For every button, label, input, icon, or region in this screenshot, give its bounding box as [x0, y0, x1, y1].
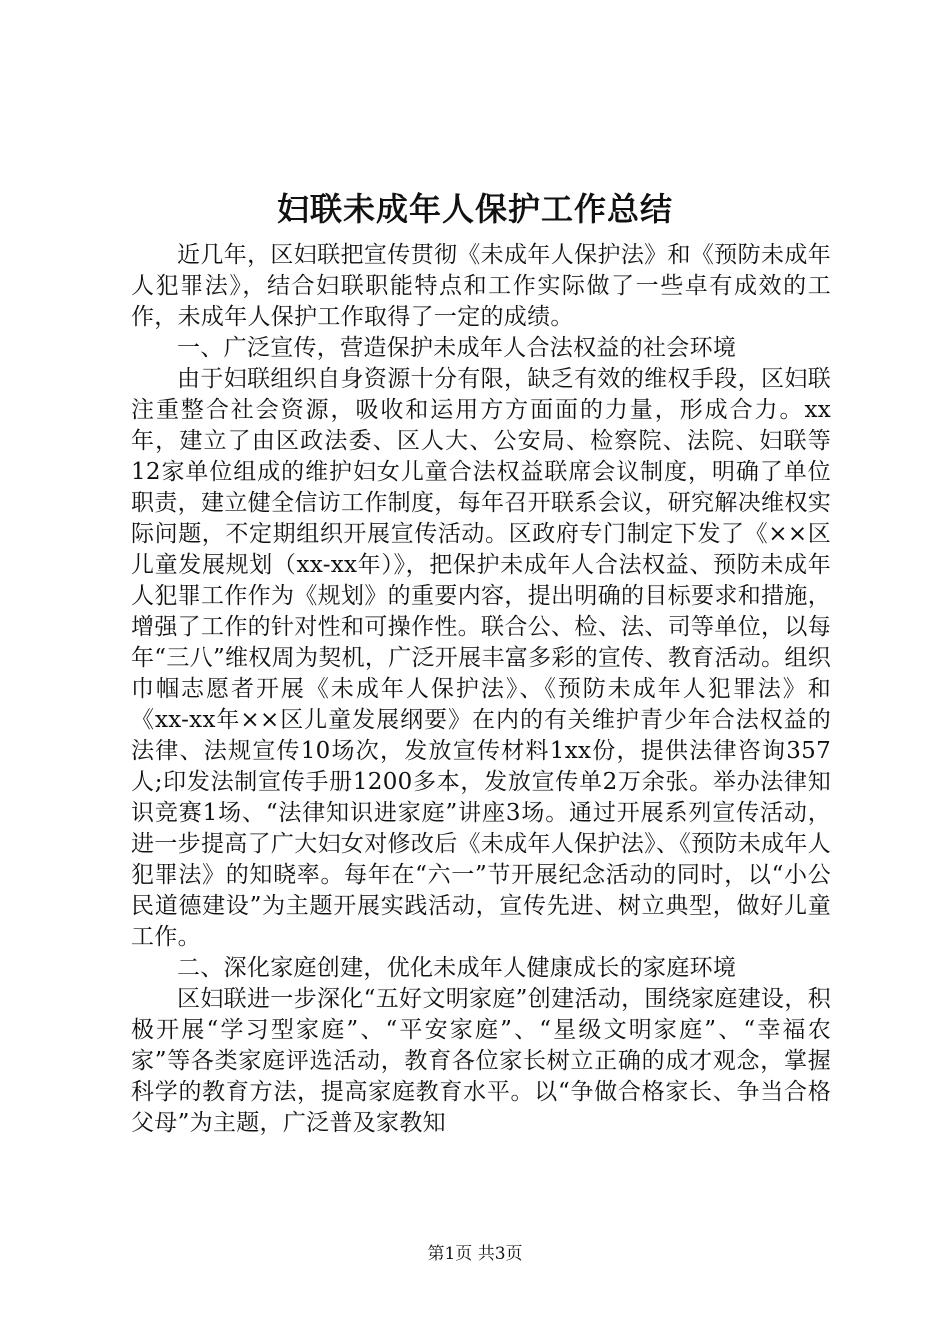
page-number-indicator: 第1页 共3页	[427, 1244, 523, 1264]
document-title: 妇联未成年人保护工作总结	[276, 190, 673, 228]
intro-paragraph: 近几年，区妇联把宣传贯彻《未成年人保护法》和《预防未成年人犯罪法》，结合妇联职能特点和工作实际做了一些卓有成效的工作，未成年人保护工作取得了一定的成绩。	[131, 242, 831, 330]
section-1-paragraph: 由于妇联组织自身资源十分有限，缺乏有效的维权手段，区妇联注重整合社会资源，吸收和运用方方面面的力量，形成合力。xx年，建立了由区政法委、区人大、公安局、检察院、法院、妇联等12家单位组成的维护妇女儿童合法权益联席会议制度，明确了单位职责，建立健全信访工作制度，每年召开联系会议，研究解决维权实际问题，不定期组织开展宣传活动。区政府专门制定下发了《××区儿童发展规划（xx-xx年）》，把保护未成年人合法权益、预防未成年人犯罪工作作为《规划》的重要内容，提出明确的目标要求和措施，增强了工作的针对性和可操作性。联合公、检、法、司等单位，以每年“三八”维权周为契机，广泛开展丰富多彩的宣传、教育活动。组织巾帼志愿者开展《未成年人保护法》、《预防未成年人犯罪法》和《xx-xx年××区儿童发展纲要》在内的有关维护青少年合法权益的法律、法规宣传10场次，发放宣传材料1xx份，提供法律咨询357人;印发法制宣传手册1200多本，发放宣传单2万余张。举办法律知识竞赛1场、“法律知识进家庭”讲座3场。通过开展系列宣传活动，进一步提高了广大妇女对修改后《未成年人保护法》、《预防未成年人犯罪法》的知晓率。每年在“六一”节开展纪念活动的同时，以“小公民道德建设”为主题开展实践活动，宣传先进、树立典型，做好儿童工作。	[131, 366, 831, 950]
section-heading-2: 二、深化家庭创建，优化未成年人健康成长的家庭环境	[177, 955, 737, 981]
page-footer	[0, 1242, 950, 1266]
section-2-paragraph: 区妇联进一步深化“五好文明家庭”创建活动，围绕家庭建设，积极开展“学习型家庭”、“平安家庭”、“星级文明家庭”、“幸福农家”等各类家庭评选活动，教育各位家长树立正确的成才观念，掌握科学的教育方法，提高家庭教育水平。以“争做合格家长、争当合格父母”为主题，广泛普及家教知	[131, 986, 831, 1136]
section-heading-1: 一、广泛宣传，营造保护未成年人合法权益的社会环境	[177, 335, 737, 361]
document-body	[131, 240, 831, 1139]
